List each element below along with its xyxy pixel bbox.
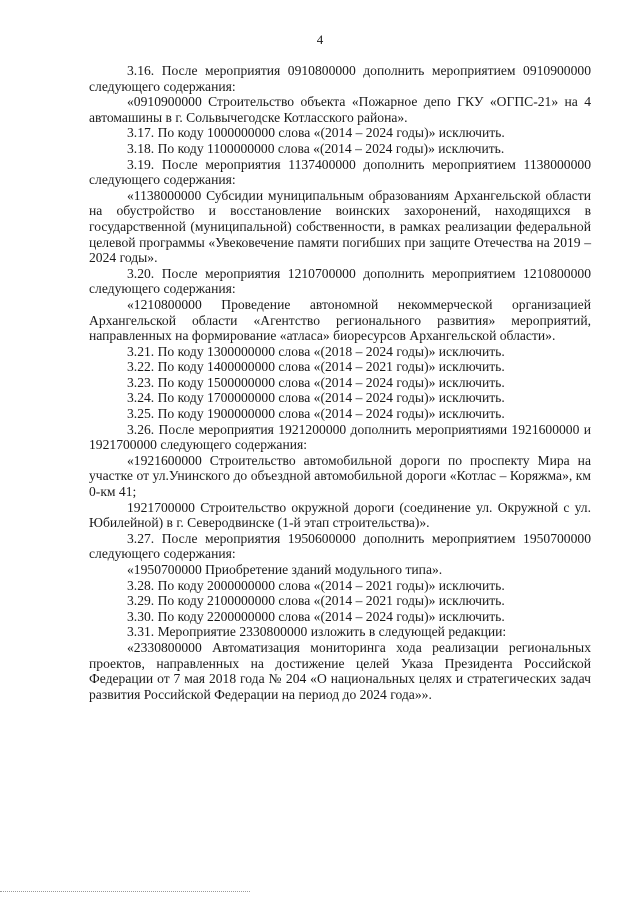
document-body <box>89 63 591 702</box>
page-number: 4 <box>316 32 324 47</box>
paragraph-3-31-text: «2330800000 Автоматизация мониторинга хода реализации региональных проектов, направленных на достижение целей Указа Президента Российской Федерации от 7 мая 2018 года № 204 «О национальных целях и стратегических задач развития Российской Федерации на период до 2024 года»». <box>89 639 591 702</box>
paragraph-3-26-text-b: 1921700000 Строительство окружной дороги (соединение ул. Окружной с ул. Юбилейной) в г. Северодвинске (1-й этап строительства)». <box>89 499 591 531</box>
paragraph-3-22: 3.22. По коду 1400000000 слова «(2014 – 2021 годы)» исключить. <box>127 359 505 375</box>
paragraph-3-27: 3.27. После мероприятия 1950600000 дополнить мероприятием 1950700000 следующего содержания: <box>89 530 591 562</box>
paragraph-3-16-text: «0910900000 Строительство объекта «Пожарное депо ГКУ «ОГПС-21» на 4 автомашины в г. Сольвычегодске Котласского района». <box>89 94 591 125</box>
paragraph-3-17: 3.17. По коду 1000000000 слова «(2014 – 2024 годы)» исключить. <box>127 125 505 141</box>
paragraph-3-23: 3.23. По коду 1500000000 слова «(2014 – 2024 годы)» исключить. <box>127 374 505 390</box>
paragraph-3-20-text: «1210800000 Проведение автономной некоммерческой организацией Архангельской области «Агентство регионального развития» мероприятий, направленных на формирование «атласа» биоресурсов Архангельской области». <box>89 296 591 344</box>
paragraph-3-19-text: «1138000000 Субсидии муниципальным образованиям Архангельской области на обустройство и восстановление воинских захоронений, находящихся в государственной (муниципальной) собственности, в рамках реализации федеральной целевой программы «Увековечение памяти погибших при защите Отечества на 2019 – 2024 годы». <box>89 187 591 266</box>
paragraph-3-19: 3.19. После мероприятия 1137400000 дополнить мероприятием 1138000000 следующего содержания: <box>89 156 591 188</box>
paragraph-3-16: 3.16. После мероприятия 0910800000 дополнить мероприятием 0910900000 следующего содержания: <box>89 63 591 94</box>
paragraph-3-26-text-a: «1921600000 Строительство автомобильной дороги по проспекту Мира на участке от ул.Унинского до объездной автомобильной дороги «Котлас – Коряжма», км 0-км 41; <box>89 452 591 500</box>
footer-rule <box>0 891 250 892</box>
paragraph-3-29: 3.29. По коду 2100000000 слова «(2014 – 2021 годы)» исключить. <box>127 593 505 609</box>
paragraph-3-28: 3.28. По коду 2000000000 слова «(2014 – 2021 годы)» исключить. <box>127 577 505 593</box>
paragraph-3-27-text: «1950700000 Приобретение зданий модульного типа». <box>127 562 443 577</box>
paragraph-3-26: 3.26. После мероприятия 1921200000 дополнить мероприятиями 1921600000 и 1921700000 следующего содержания: <box>89 421 591 453</box>
paragraph-3-25: 3.25. По коду 1900000000 слова «(2014 – 2024 годы)» исключить. <box>127 406 505 422</box>
paragraph-3-31: 3.31. Мероприятие 2330800000 изложить в следующей редакции: <box>127 624 507 640</box>
paragraph-3-18: 3.18. По коду 1100000000 слова «(2014 – 2024 годы)» исключить. <box>127 140 505 156</box>
paragraph-3-24: 3.24. По коду 1700000000 слова «(2014 – 2024 годы)» исключить. <box>127 390 505 406</box>
paragraph-3-20: 3.20. После мероприятия 1210700000 дополнить мероприятием 1210800000 следующего содержания: <box>89 265 591 297</box>
paragraph-3-21: 3.21. По коду 1300000000 слова «(2018 – 2024 годы)» исключить. <box>127 343 505 359</box>
paragraph-3-30: 3.30. По коду 2200000000 слова «(2014 – 2024 годы)» исключить. <box>127 608 505 624</box>
